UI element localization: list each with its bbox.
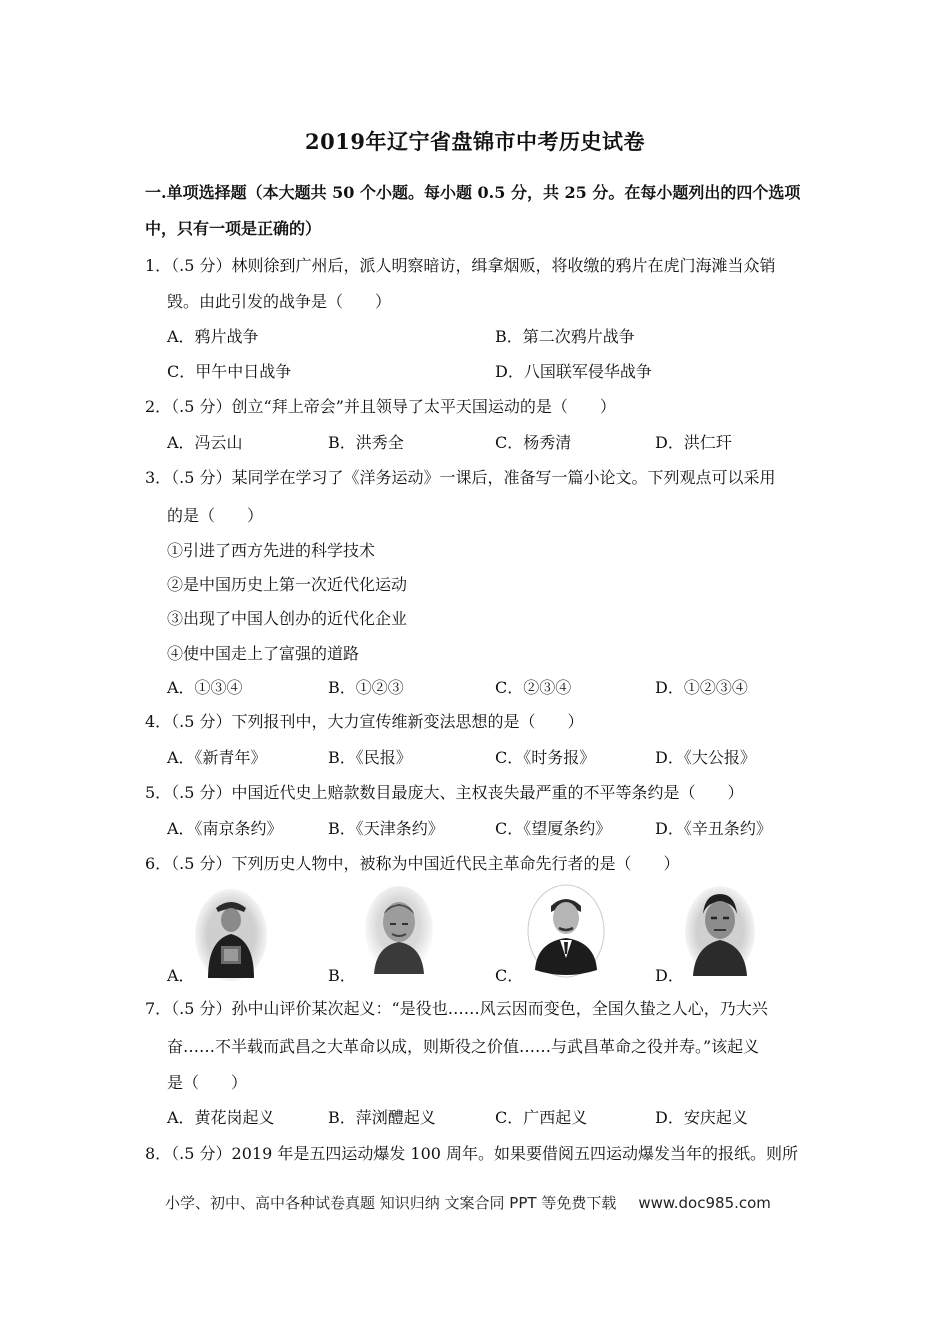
question-1-option-a: A．鸦片战争	[167, 327, 259, 346]
question-1-option-b: B．第二次鸦片战争	[495, 327, 635, 346]
question-3-statement-3: ③出现了中国人创办的近代化企业	[167, 609, 408, 628]
question-7-stem-line-3: 是（ ）	[167, 1073, 248, 1092]
question-7-option-a: A．黄花岗起义	[167, 1108, 275, 1127]
question-3-option-a: A．①③④	[167, 678, 243, 697]
question-6-option-c: C．	[495, 966, 524, 985]
question-7-option-b: B．萍浏醴起义	[328, 1108, 436, 1127]
question-1-stem-line-2: 毁。由此引发的战争是（ ）	[167, 292, 392, 311]
portrait-image-d	[683, 884, 757, 978]
question-5-option-c: C．《望厦条约》	[495, 819, 612, 838]
question-3-option-b: B．①②③	[328, 678, 404, 697]
question-6-option-b: B．	[328, 966, 356, 985]
question-5-option-b: B．《天津条约》	[328, 819, 444, 838]
question-4-option-a: A．《新青年》	[167, 748, 267, 767]
footer-url: www.doc985.com	[638, 1194, 771, 1212]
question-5-stem: 5．（.5 分）中国近代史上赔款数目最庞大、主权丧失最严重的不平等条约是（ ）	[145, 783, 744, 802]
page-footer	[165, 1192, 771, 1213]
question-2-option-d: D．洪仁玕	[655, 433, 732, 452]
question-4-option-d: D．《大公报》	[655, 748, 756, 767]
portrait-image-a	[194, 888, 268, 982]
question-7-stem-line-2: 奋……不半载而武昌之大革命以成，则斯役之价值……与武昌革命之役并寿。”该起义	[167, 1037, 760, 1056]
question-1-stem-line-1: 1．（.5 分）林则徐到广州后，派人明察暗访，缉拿烟贩，将收缴的鸦片在虎门海滩当众销	[145, 256, 776, 275]
question-8-stem-line-1: 8．（.5 分）2019 年是五四运动爆发 100 周年。如果要借阅五四运动爆发当年的报纸。则所	[145, 1144, 799, 1163]
question-5-option-a: A．《南京条约》	[167, 819, 283, 838]
question-3-statement-2: ②是中国历史上第一次近代化运动	[167, 575, 408, 594]
question-5-option-d: D．《辛丑条约》	[655, 819, 772, 838]
footer-text: 小学、初中、高中各种试卷真题 知识归纳 文案合同 PPT 等免费下载	[165, 1194, 617, 1212]
question-4-option-b: B．《民报》	[328, 748, 412, 767]
question-1-option-d: D．八国联军侵华战争	[495, 362, 652, 381]
portrait-image-b	[362, 884, 436, 978]
question-3-option-d: D．①②③④	[655, 678, 748, 697]
question-3-statement-4: ④使中国走上了富强的道路	[167, 644, 360, 663]
question-1-option-c: C．甲午中日战争	[167, 362, 292, 381]
question-2-stem: 2．（.5 分）创立“拜上帝会”并且领导了太平天国运动的是（ ）	[145, 397, 616, 416]
question-6-stem: 6．（.5 分）下列历史人物中，被称为中国近代民主革命先行者的是（ ）	[145, 854, 680, 873]
question-3-option-c: C．②③④	[495, 678, 572, 697]
question-2-option-a: A．冯云山	[167, 433, 243, 452]
section-heading-line-1: 一.单项选择题（本大题共 50 个小题。每小题 0.5 分，共 25 分。在每小题列出的四个选项	[145, 183, 801, 202]
question-3-stem-line-1: 3．（.5 分）某同学在学习了《洋务运动》一课后，准备写一篇小论文。下列观点可以采用	[145, 468, 776, 487]
question-6-option-a: A．	[167, 966, 195, 985]
question-3-stem-line-2: 的是（ ）	[167, 506, 264, 525]
question-2-option-c: C．杨秀清	[495, 433, 572, 452]
exam-title: 2019年辽宁省盘锦市中考历史试卷	[305, 129, 645, 154]
question-4-option-c: C．《时务报》	[495, 748, 596, 767]
question-7-stem-line-1: 7．（.5 分）孙中山评价某次起义：“是役也……风云因而变色，全国久蛰之人心，乃大兴	[145, 999, 768, 1018]
question-7-option-d: D．安庆起义	[655, 1108, 748, 1127]
question-4-stem: 4．（.5 分）下列报刊中，大力宣传维新变法思想的是（ ）	[145, 712, 584, 731]
question-3-statement-1: ①引进了西方先进的科学技术	[167, 541, 376, 560]
question-7-option-c: C．广西起义	[495, 1108, 588, 1127]
portrait-image-c	[527, 884, 605, 978]
question-6-option-d: D．	[655, 966, 684, 985]
section-heading-line-2: 中，只有一项是正确的）	[145, 219, 322, 238]
question-2-option-b: B．洪秀全	[328, 433, 404, 452]
